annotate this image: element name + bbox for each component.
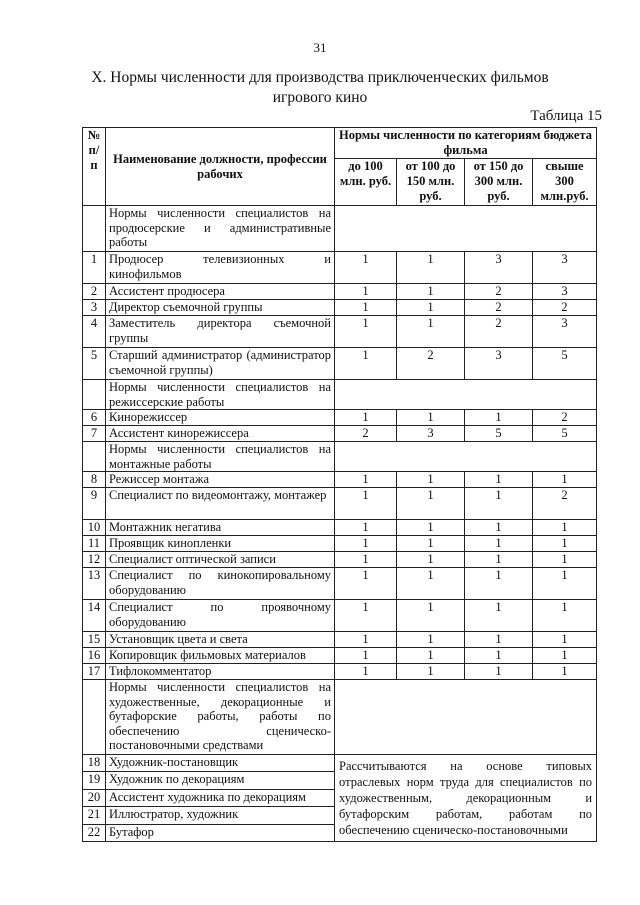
row-number: 19	[83, 772, 106, 789]
value-cell: 2	[533, 488, 597, 520]
value-cell: 1	[465, 632, 533, 648]
title-line-2: игрового кино	[272, 89, 368, 106]
row-number: 22	[83, 824, 106, 841]
value-cell: 3	[533, 252, 597, 284]
position-name: Ассистент кинорежиссера	[106, 426, 335, 442]
position-name: Специалист оптической записи	[106, 552, 335, 568]
table-row	[83, 300, 597, 316]
row-number: 17	[83, 664, 106, 680]
section-heading: Нормы численности специалистов на режиссерские работы	[106, 380, 335, 410]
value-cell: 3	[465, 252, 533, 284]
page-number: 31	[313, 40, 327, 55]
document-title	[60, 68, 580, 108]
value-cell: 1	[465, 552, 533, 568]
value-cell: 1	[533, 536, 597, 552]
value-cell: 1	[397, 536, 465, 552]
value-cell: 5	[533, 426, 597, 442]
position-name: Старший администратор (администратор съемочной группы)	[106, 348, 335, 380]
row-number: 5	[83, 348, 106, 380]
row-number: 4	[83, 316, 106, 348]
row-number: 8	[83, 472, 106, 488]
position-name: Режиссер монтажа	[106, 472, 335, 488]
value-cell: 1	[533, 600, 597, 632]
position-name: Художник по декорациям	[106, 772, 335, 789]
value-cell: 1	[465, 472, 533, 488]
row-number: 12	[83, 552, 106, 568]
row-number: 13	[83, 568, 106, 600]
value-cell: 1	[335, 252, 397, 284]
value-cell: 1	[335, 600, 397, 632]
row-number: 10	[83, 520, 106, 536]
value-cell: 1	[335, 410, 397, 426]
value-cell: 5	[533, 348, 597, 380]
value-cell: 5	[465, 426, 533, 442]
position-name: Специалист по кинокопировальному оборудованию	[106, 568, 335, 600]
table-row	[83, 648, 597, 664]
header-cat-2: от 100 до 150 млн. руб.	[397, 159, 465, 206]
value-cell: 2	[465, 284, 533, 300]
value-cell: 1	[465, 488, 533, 520]
position-name: Установщик цвета и света	[106, 632, 335, 648]
row-number: 1	[83, 252, 106, 284]
value-cell: 2	[335, 426, 397, 442]
value-cell: 1	[335, 648, 397, 664]
table-row	[83, 426, 597, 442]
position-name: Продюсер телевизионных и кинофильмов	[106, 252, 335, 284]
section-heading: Нормы численности специалистов на монтажные работы	[106, 442, 335, 472]
row-number: 21	[83, 807, 106, 824]
position-name: Заместитель директора съемочной группы	[106, 316, 335, 348]
row-number: 16	[83, 648, 106, 664]
value-cell: 1	[465, 536, 533, 552]
value-cell: 1	[533, 664, 597, 680]
value-cell: 1	[335, 568, 397, 600]
row-number: 14	[83, 600, 106, 632]
value-cell: 1	[335, 472, 397, 488]
value-cell: 1	[397, 520, 465, 536]
value-cell: 1	[335, 348, 397, 380]
row-number: 15	[83, 632, 106, 648]
value-cell: 1	[397, 300, 465, 316]
table-caption: Таблица 15	[530, 108, 602, 124]
value-cell: 2	[533, 410, 597, 426]
value-cell: 1	[397, 600, 465, 632]
table-row	[83, 252, 597, 284]
section-heading: Нормы численности специалистов на художественные, декорационные и бутафорские работы, работы по обеспечению сценическо-постановочными средствами	[106, 680, 335, 755]
value-cell: 1	[465, 664, 533, 680]
row-number: 11	[83, 536, 106, 552]
value-cell: 1	[397, 472, 465, 488]
value-cell: 1	[533, 648, 597, 664]
row-number: 18	[83, 755, 106, 772]
title-line-1: X. Нормы численности для производства приключенческих фильмов	[91, 69, 549, 86]
value-cell: 1	[397, 252, 465, 284]
table-row	[83, 520, 597, 536]
value-cell: 1	[397, 284, 465, 300]
header-cat-4: свыше 300 млн.руб.	[533, 159, 597, 206]
value-cell: 2	[465, 300, 533, 316]
value-cell: 3	[533, 316, 597, 348]
position-name: Бутафор	[106, 824, 335, 841]
value-cell: 1	[397, 488, 465, 520]
position-name: Директор съемочной группы	[106, 300, 335, 316]
value-cell: 1	[533, 520, 597, 536]
position-name: Специалист по проявочному оборудованию	[106, 600, 335, 632]
value-cell: 1	[335, 664, 397, 680]
value-cell: 2	[533, 300, 597, 316]
section-heading: Нормы численности специалистов на продюсерские и административные работы	[106, 206, 335, 252]
value-cell: 1	[465, 410, 533, 426]
table-row	[83, 552, 597, 568]
value-cell: 3	[533, 284, 597, 300]
header-num: № п/п	[83, 128, 106, 206]
table-row	[83, 316, 597, 348]
header-cat-1: до 100 млн. руб.	[335, 159, 397, 206]
header-cat-3: от 150 до 300 млн. руб.	[465, 159, 533, 206]
row-number: 3	[83, 300, 106, 316]
row-number: 6	[83, 410, 106, 426]
row-number: 20	[83, 789, 106, 806]
position-name: Специалист по видеомонтажу, монтажер	[106, 488, 335, 520]
table-row	[83, 600, 597, 632]
header-norms: Нормы численности по категориям бюджета фильма	[335, 128, 597, 159]
position-name: Ассистент продюсера	[106, 284, 335, 300]
value-cell: 1	[465, 568, 533, 600]
table-row	[83, 472, 597, 488]
table-row	[83, 755, 597, 772]
position-name: Монтажник негатива	[106, 520, 335, 536]
table-row	[83, 568, 597, 600]
value-cell: 1	[335, 552, 397, 568]
position-name: Тифлокомментатор	[106, 664, 335, 680]
value-cell: 1	[533, 552, 597, 568]
value-cell: 1	[533, 472, 597, 488]
value-cell: 1	[533, 632, 597, 648]
value-cell: 1	[397, 410, 465, 426]
norms-table	[82, 127, 597, 842]
value-cell: 1	[335, 632, 397, 648]
position-name: Иллюстратор, художник	[106, 807, 335, 824]
table-row	[83, 664, 597, 680]
value-cell: 1	[335, 300, 397, 316]
value-cell: 1	[397, 552, 465, 568]
row-number: 7	[83, 426, 106, 442]
value-cell: 1	[465, 520, 533, 536]
table-row	[83, 632, 597, 648]
value-cell: 1	[335, 284, 397, 300]
table-row	[83, 488, 597, 520]
row-number: 9	[83, 488, 106, 520]
position-name: Ассистент художника по декорациям	[106, 789, 335, 806]
value-cell: 1	[335, 316, 397, 348]
value-cell: 1	[397, 664, 465, 680]
value-cell: 3	[397, 426, 465, 442]
row-number: 2	[83, 284, 106, 300]
value-cell: 1	[397, 568, 465, 600]
table-row	[83, 536, 597, 552]
calculation-note: Рассчитываются на основе типовых отраслевых норм труда для специалистов по художественным, декорационным и бутафорским работам, работам по обеспечению сценическо-постановочными	[335, 755, 597, 842]
value-cell: 1	[335, 520, 397, 536]
value-cell: 3	[465, 348, 533, 380]
table-row	[83, 348, 597, 380]
position-name: Копировщик фильмовых материалов	[106, 648, 335, 664]
table-row	[83, 410, 597, 426]
value-cell: 1	[465, 600, 533, 632]
value-cell: 1	[465, 648, 533, 664]
position-name: Проявщик кинопленки	[106, 536, 335, 552]
value-cell: 2	[465, 316, 533, 348]
value-cell: 1	[397, 648, 465, 664]
value-cell: 2	[397, 348, 465, 380]
position-name: Художник-постановщик	[106, 755, 335, 772]
value-cell: 1	[533, 568, 597, 600]
value-cell: 1	[397, 316, 465, 348]
value-cell: 1	[397, 632, 465, 648]
header-name: Наименование должности, профессии рабочих	[106, 128, 335, 206]
table-row	[83, 284, 597, 300]
value-cell: 1	[335, 536, 397, 552]
position-name: Кинорежиссер	[106, 410, 335, 426]
value-cell: 1	[335, 488, 397, 520]
